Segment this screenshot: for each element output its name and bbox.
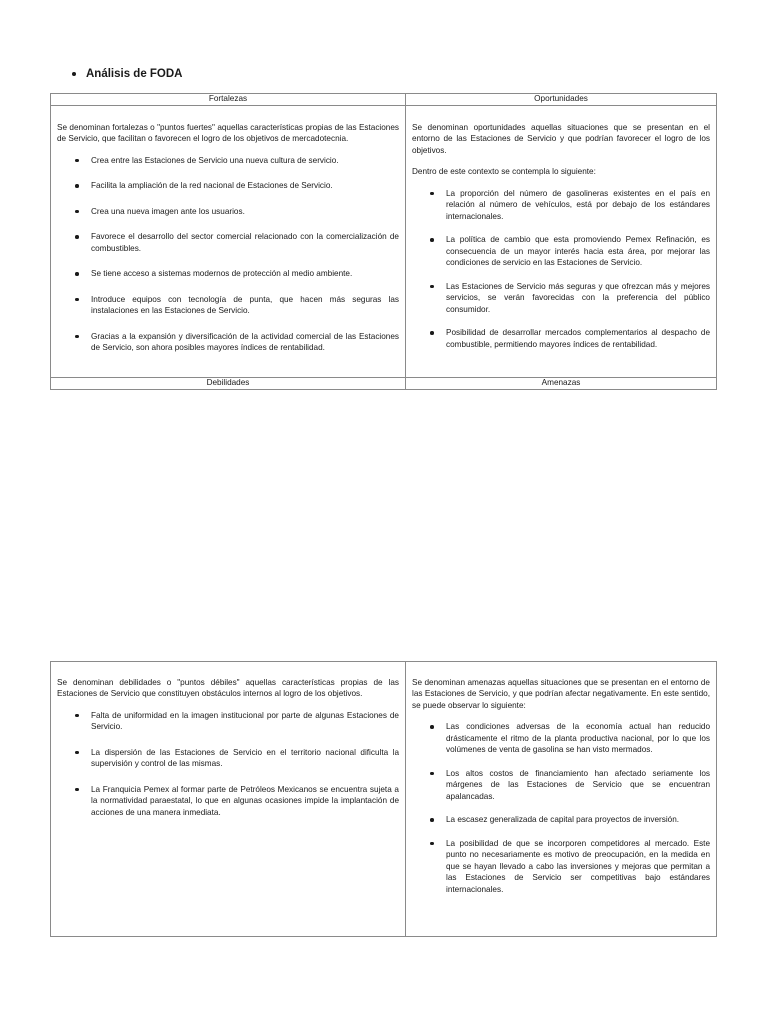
fortalezas-cell (51, 106, 406, 378)
list-item: La dispersión de las Estaciones de Servicio en el territorio nacional dificulta la supervisión y control de las mismas. (57, 747, 399, 770)
list-item: Las condiciones adversas de la economía actual han reducido drásticamente el ritmo de la planta productiva nacional, por lo que los volúmenes de venta de gasolina se han visto mermados. (412, 721, 710, 755)
list-item: La Franquicia Pemex al formar parte de Petróleos Mexicanos se encuentra sujeta a la normatividad paraestatal, lo que en algunas ocasiones impide la implantación de acciones de una manera inmediata. (57, 784, 399, 818)
header-row-top (51, 94, 717, 106)
amenazas-cell (406, 662, 717, 937)
list-item: Las Estaciones de Servicio más seguras y que ofrezcan más y mejores servicios, se verán favorecidas con la preferencia del público consumidor. (412, 281, 710, 315)
debilidades-intro: Se denominan debilidades o "puntos débiles" aquellas características propias de las Estaciones de Servicio que constituyen obstáculos internos al logro de los objetivos. (57, 678, 399, 699)
oportunidades-context: Dentro de este contexto se contempla lo siguiente: (412, 167, 596, 177)
list-item: La política de cambio que esta promoviendo Pemex Refinación, es consecuencia de un mayor interés hacia esta área, por mejorar las condiciones de servicio en las Estaciones de Servicio. (412, 234, 710, 268)
fortalezas-intro: Se denominan fortalezas o "puntos fuertes" aquellas características propias de las Estaciones de Servicio, que facilitan o favorecen el logro de los objetivos de mercadotecnia. (57, 123, 399, 144)
content-row-bottom (51, 662, 717, 937)
list-item: Se tiene acceso a sistemas modernos de protección al medio ambiente. (57, 268, 399, 279)
amenazas-list (412, 721, 710, 895)
amenazas-header: Amenazas (406, 377, 717, 389)
list-item: Los altos costos de financiamiento han afectado seriamente los márgenes de las Estaciones de Servicio que se encuentran apalancadas. (412, 768, 710, 802)
list-item: Gracias a la expansión y diversificación de la actividad comercial de las Estaciones de Servicio, son ahora posibles mayores índices de rentabilidad. (57, 331, 399, 354)
foda-table-top (50, 93, 717, 390)
oportunidades-header: Oportunidades (406, 94, 717, 106)
content-row-top (51, 106, 717, 378)
list-item: La proporción del número de gasolineras existentes en el país en relación al número de vehículos, está por debajo de los estándares internacionales. (412, 188, 710, 222)
foda-table-bottom (50, 661, 717, 937)
heading-text: Análisis de FODA (86, 68, 183, 80)
amenazas-intro: Se denominan amenazas aquellas situaciones que se presentan en el entorno de las Estaciones de Servicio, y que podrían afectar negativamente. En este sentido, se puede observar lo siguiente: (412, 678, 710, 710)
debilidades-cell (51, 662, 406, 937)
list-item: Favorece el desarrollo del sector comercial relacionado con la comercialización de combustibles. (57, 231, 399, 254)
debilidades-list (57, 710, 399, 818)
oportunidades-intro: Se denominan oportunidades aquellas situaciones que se presentan en el entorno de las Estaciones de Servicio y que podrían favorecer el logro de los objetivos. (412, 123, 710, 155)
list-item: La posibilidad de que se incorporen competidores al mercado. Este punto no necesariamente es motivo de preocupación, en la medida en que se hayan llevado a cabo las inversiones y mejoras que permitan a las Estaciones de Servicio ser competitivas bajo estándares internacionales. (412, 838, 710, 895)
list-item: Falta de uniformidad en la imagen institucional por parte de algunas Estaciones de Servicio. (57, 710, 399, 733)
fortalezas-list (57, 155, 399, 354)
oportunidades-list (412, 188, 710, 350)
list-item: Posibilidad de desarrollar mercados complementarios al despacho de combustible, permitiendo mayores índices de rentabilidad. (412, 327, 710, 350)
fortalezas-header: Fortalezas (51, 94, 406, 106)
debilidades-header: Debilidades (51, 377, 406, 389)
list-item: Facilita la ampliación de la red nacional de Estaciones de Servicio. (57, 180, 399, 191)
list-item: Introduce equipos con tecnología de punta, que hacen más seguras las instalaciones en las Estaciones de Servicio. (57, 294, 399, 317)
list-item: Crea entre las Estaciones de Servicio una nueva cultura de servicio. (57, 155, 399, 166)
list-item: La escasez generalizada de capital para proyectos de inversión. (412, 814, 710, 825)
section-heading (72, 68, 183, 80)
list-item: Crea una nueva imagen ante los usuarios. (57, 206, 399, 217)
bullet-icon (72, 72, 76, 76)
header-row-bottom (51, 377, 717, 389)
oportunidades-cell (406, 106, 717, 378)
